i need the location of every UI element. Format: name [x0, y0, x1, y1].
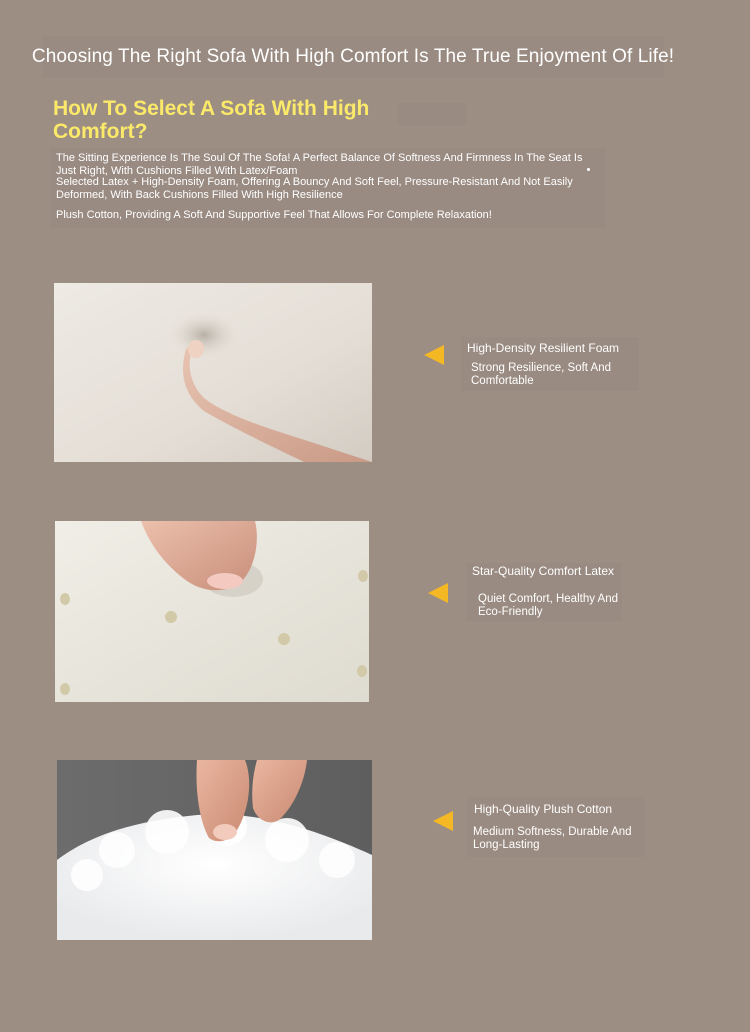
- feature-title-latex: Star-Quality Comfort Latex: [472, 564, 615, 578]
- feature-desc-latex: Quiet Comfort, Healthy And Eco-Friendly: [478, 593, 618, 618]
- feature-title-foam: High-Density Resilient Foam: [467, 341, 620, 355]
- feature-desc-foam: Strong Resilience, Soft And Comfortable: [471, 362, 611, 387]
- section-heading: How To Select A Sofa With High Comfort?: [53, 97, 370, 143]
- intro-paragraph-1: The Sitting Experience Is The Soul Of The Sofa! A Perfect Balance Of Softness And Firmness In The Seat Is Just Right, With Cushions Filled With Latex/Foam: [56, 152, 583, 177]
- banner-title: Choosing The Right Sofa With High Comfort Is The True Enjoyment Of Life!: [31, 46, 675, 67]
- decorative-dot: [587, 168, 590, 171]
- feature-desc-cotton: Medium Softness, Durable And Long-Lasting: [473, 826, 632, 851]
- arrow-left-icon: [433, 811, 453, 831]
- intro-paragraph-2: Selected Latex + High-Density Foam, Offering A Bouncy And Soft Feel, Pressure-Resistant And Not Easily Deformed, With Back Cushions Filled With High Resilience: [56, 176, 573, 201]
- arrow-left-icon: [428, 583, 448, 603]
- page-banner: [31, 36, 675, 78]
- finger-pressing-latex-photo: [55, 521, 369, 702]
- feature-title-cotton: High-Quality Plush Cotton: [474, 802, 613, 816]
- finger-pressing-foam-photo: [54, 283, 372, 462]
- intro-paragraph-3: Plush Cotton, Providing A Soft And Supportive Feel That Allows For Complete Relaxation!: [56, 209, 492, 221]
- fingers-holding-cotton-photo: [57, 760, 372, 940]
- arrow-left-icon: [424, 345, 444, 365]
